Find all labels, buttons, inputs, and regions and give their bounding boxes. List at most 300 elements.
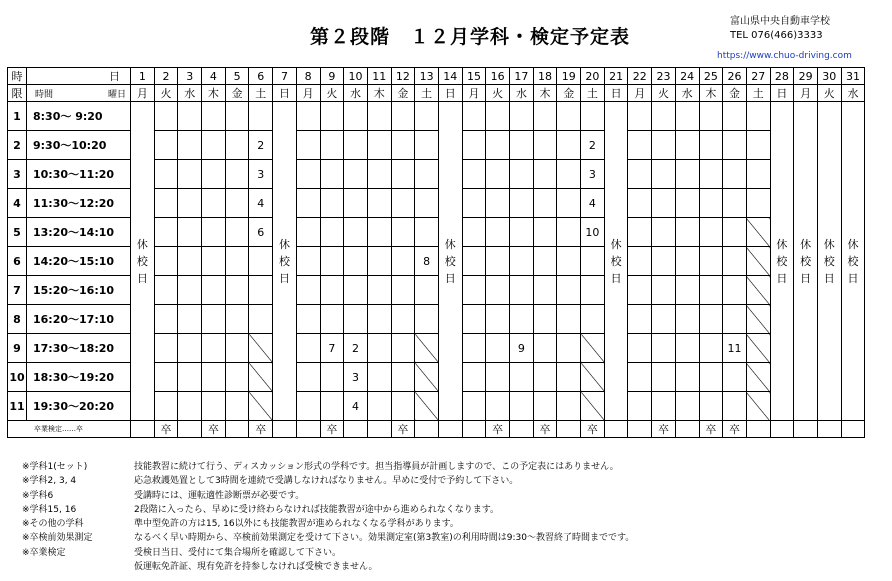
- weekday-label: 火: [486, 85, 510, 102]
- schedule-cell: [391, 363, 415, 392]
- notes-section: [22, 460, 634, 574]
- graduation-cell: [510, 421, 534, 438]
- weekday-label: 月: [462, 85, 486, 102]
- schedule-cell: [178, 392, 202, 421]
- weekday-label: 火: [320, 85, 344, 102]
- note-label: ※学科2, 3, 4: [22, 476, 77, 487]
- day-number: 16: [486, 68, 510, 85]
- schedule-cell: [462, 363, 486, 392]
- schedule-cell: [202, 131, 226, 160]
- schedule-cell: [249, 363, 273, 392]
- day-number: 12: [391, 68, 415, 85]
- period-time: 14:20～15:10: [27, 247, 131, 276]
- schedule-cell: [675, 189, 699, 218]
- schedule-cell: [746, 131, 770, 160]
- schedule-cell: [296, 247, 320, 276]
- schedule-cell: [178, 247, 202, 276]
- schedule-cell: 8: [415, 247, 439, 276]
- closed-day-char: 日: [136, 271, 148, 285]
- weekday-label: 月: [131, 85, 155, 102]
- closed-day-char: 休: [823, 237, 835, 251]
- schedule-cell: [723, 392, 747, 421]
- schedule-cell: [462, 102, 486, 131]
- schedule-cell: 3: [344, 363, 368, 392]
- schedule-cell: [367, 160, 391, 189]
- schedule-cell: [533, 160, 557, 189]
- weekday-label: 木: [367, 85, 391, 102]
- day-number: 30: [817, 68, 841, 85]
- period-number: 8: [8, 305, 27, 334]
- period-number: 2: [8, 131, 27, 160]
- schedule-cell: [178, 276, 202, 305]
- closed-day-char: 休: [278, 237, 290, 251]
- schedule-cell: [557, 218, 581, 247]
- note-text: 受講時には、運転適性診断票が必要です。: [134, 490, 305, 501]
- schedule-cell: [154, 247, 178, 276]
- schedule-cell: [723, 102, 747, 131]
- schedule-cell: [320, 276, 344, 305]
- schedule-cell: [320, 102, 344, 131]
- time-weekday-header: [27, 85, 131, 102]
- weekday-label: 日: [438, 85, 462, 102]
- note-text: 仮運転免許証、現有免許を持参しなければ受検できません。: [134, 562, 378, 573]
- schedule-cell: [202, 247, 226, 276]
- closed-day-char: 日: [278, 271, 290, 285]
- schedule-cell: [557, 305, 581, 334]
- schedule-cell: [296, 131, 320, 160]
- schedule-cell: [462, 247, 486, 276]
- schedule-cell: [510, 247, 534, 276]
- schedule-cell: [581, 363, 605, 392]
- day-number: 2: [154, 68, 178, 85]
- schedule-cell: [746, 276, 770, 305]
- day-number: 13: [415, 68, 439, 85]
- schedule-cell: [746, 218, 770, 247]
- schedule-cell: [486, 334, 510, 363]
- day-number: 24: [675, 68, 699, 85]
- schedule-cell: [746, 160, 770, 189]
- schedule-cell: [675, 131, 699, 160]
- schedule-cell: [415, 218, 439, 247]
- weekday-label: 火: [154, 85, 178, 102]
- schedule-cell: [533, 363, 557, 392]
- schedule-cell: [675, 102, 699, 131]
- schedule-cell: [581, 102, 605, 131]
- graduation-cell: 卒: [249, 421, 273, 438]
- closed-day-char: 校: [823, 254, 835, 268]
- day-number: 28: [770, 68, 794, 85]
- schedule-cell: [320, 218, 344, 247]
- graduation-cell: [841, 421, 865, 438]
- schedule-cell: [723, 247, 747, 276]
- schedule-cell: [391, 276, 415, 305]
- schedule-cell: [652, 102, 676, 131]
- day-number: 18: [533, 68, 557, 85]
- schedule-cell: [533, 131, 557, 160]
- graduation-cell: [131, 421, 155, 438]
- schedule-cell: [415, 334, 439, 363]
- schedule-cell: [391, 334, 415, 363]
- schedule-cell: [652, 363, 676, 392]
- schedule-cell: [510, 276, 534, 305]
- schedule-cell: [675, 305, 699, 334]
- schedule-cell: [723, 218, 747, 247]
- period-time: 18:30～19:20: [27, 363, 131, 392]
- period-time: 11:30～12:20: [27, 189, 131, 218]
- weekday-label: 月: [628, 85, 652, 102]
- weekday-label: 水: [675, 85, 699, 102]
- schedule-cell: [723, 189, 747, 218]
- period-number: 6: [8, 247, 27, 276]
- note-item: [22, 560, 634, 574]
- period-number: 11: [8, 392, 27, 421]
- graduation-cell: [438, 421, 462, 438]
- schedule-cell: [486, 102, 510, 131]
- day-number: 19: [557, 68, 581, 85]
- schedule-cell: 11: [723, 334, 747, 363]
- closed-day-cell: [131, 102, 155, 421]
- schedule-cell: [178, 334, 202, 363]
- graduation-cell: [296, 421, 320, 438]
- schedule-cell: [723, 131, 747, 160]
- schedule-cell: [415, 392, 439, 421]
- schedule-cell: [510, 218, 534, 247]
- note-text: 技能教習に続けて行う、ディスカッション形式の学科です。担当指導員が計画しますので、この予定表にはありません。: [134, 462, 619, 472]
- day-number: 5: [225, 68, 249, 85]
- schedule-cell: [154, 334, 178, 363]
- schedule-cell: [154, 392, 178, 421]
- schedule-cell: [533, 392, 557, 421]
- schedule-cell: [367, 392, 391, 421]
- note-item: [22, 503, 634, 517]
- weekday-label: 水: [178, 85, 202, 102]
- closed-day-cell: [438, 102, 462, 421]
- schedule-cell: [296, 305, 320, 334]
- schedule-cell: [249, 305, 273, 334]
- schedule-cell: [225, 102, 249, 131]
- period-time: 17:30～18:20: [27, 334, 131, 363]
- schedule-cell: [510, 102, 534, 131]
- schedule-cell: [296, 276, 320, 305]
- schedule-cell: [675, 218, 699, 247]
- closed-day-cell: [794, 102, 818, 421]
- day-number: 9: [320, 68, 344, 85]
- schedule-cell: [225, 131, 249, 160]
- weekday-label: 木: [533, 85, 557, 102]
- day-number: 21: [604, 68, 628, 85]
- schedule-cell: [533, 102, 557, 131]
- schedule-cell: [675, 160, 699, 189]
- schedule-cell: [202, 189, 226, 218]
- day-number: 6: [249, 68, 273, 85]
- schedule-cell: [225, 218, 249, 247]
- schedule-cell: [746, 334, 770, 363]
- schedule-cell: [581, 247, 605, 276]
- schedule-cell: [225, 392, 249, 421]
- schedule-cell: [746, 305, 770, 334]
- schedule-table: [7, 67, 865, 438]
- weekday-label: 火: [817, 85, 841, 102]
- schedule-cell: [178, 131, 202, 160]
- day-number: 10: [344, 68, 368, 85]
- schedule-cell: [320, 363, 344, 392]
- day-number: 22: [628, 68, 652, 85]
- graduation-cell: [675, 421, 699, 438]
- schedule-cell: [415, 102, 439, 131]
- closed-day-char: 校: [800, 254, 812, 268]
- graduation-cell: 卒: [391, 421, 415, 438]
- closed-day-cell: [770, 102, 794, 421]
- schedule-cell: [699, 392, 723, 421]
- schedule-cell: [320, 189, 344, 218]
- schedule-cell: [320, 305, 344, 334]
- graduation-cell: 卒: [581, 421, 605, 438]
- schedule-cell: [225, 189, 249, 218]
- schedule-cell: [510, 160, 534, 189]
- note-item: [22, 546, 634, 560]
- schedule-cell: [510, 131, 534, 160]
- schedule-cell: [178, 218, 202, 247]
- schedule-cell: [486, 276, 510, 305]
- schedule-cell: [533, 247, 557, 276]
- note-text: 応急救護処置として3時間を連続で受講しなければなりません。早めに受付で予約して下さい。: [134, 476, 519, 487]
- period-number: 7: [8, 276, 27, 305]
- schedule-cell: [296, 334, 320, 363]
- schedule-cell: [652, 131, 676, 160]
- weekday-label: 水: [344, 85, 368, 102]
- schedule-cell: [154, 131, 178, 160]
- day-number: 4: [202, 68, 226, 85]
- graduation-cell: [273, 421, 297, 438]
- schedule-cell: [154, 305, 178, 334]
- weekday-label: 金: [225, 85, 249, 102]
- schedule-cell: [652, 392, 676, 421]
- schedule-cell: [510, 305, 534, 334]
- period-number: 1: [8, 102, 27, 131]
- schedule-cell: [699, 189, 723, 218]
- schedule-cell: [652, 276, 676, 305]
- schedule-cell: [581, 305, 605, 334]
- schedule-cell: [557, 102, 581, 131]
- schedule-cell: [557, 189, 581, 218]
- day-number: 26: [723, 68, 747, 85]
- note-label: ※学科6: [22, 490, 54, 501]
- weekday-label: 土: [249, 85, 273, 102]
- graduation-cell: 卒: [154, 421, 178, 438]
- closed-day-cell: [841, 102, 865, 421]
- closed-day-char: 日: [444, 271, 456, 285]
- schedule-cell: [296, 102, 320, 131]
- schedule-cell: [746, 247, 770, 276]
- schedule-cell: 3: [249, 160, 273, 189]
- schedule-cell: [249, 247, 273, 276]
- graduation-cell: [415, 421, 439, 438]
- period-time: 8:30～ 9:20: [27, 102, 131, 131]
- schedule-cell: [154, 363, 178, 392]
- day-header-label: 日: [27, 68, 131, 85]
- schedule-cell: [415, 131, 439, 160]
- schedule-cell: [581, 276, 605, 305]
- schedule-cell: [462, 189, 486, 218]
- weekday-label: 日: [273, 85, 297, 102]
- period-number: 3: [8, 160, 27, 189]
- schedule-cell: [249, 276, 273, 305]
- day-number: 7: [273, 68, 297, 85]
- graduation-cell: 卒: [652, 421, 676, 438]
- closed-day-char: 日: [847, 271, 859, 285]
- graduation-cell: 卒: [486, 421, 510, 438]
- schedule-cell: [225, 276, 249, 305]
- day-number: 11: [367, 68, 391, 85]
- closed-day-char: 日: [776, 271, 788, 285]
- weekday-label: 火: [652, 85, 676, 102]
- day-number: 14: [438, 68, 462, 85]
- schedule-cell: [486, 363, 510, 392]
- schedule-cell: [320, 131, 344, 160]
- graduation-cell: [628, 421, 652, 438]
- schedule-cell: [628, 102, 652, 131]
- schedule-cell: [296, 160, 320, 189]
- closed-day-char: 校: [847, 254, 859, 268]
- note-item: [22, 474, 634, 488]
- period-time: 15:20～16:10: [27, 276, 131, 305]
- note-label: ※その他の学科: [22, 519, 84, 530]
- schedule-cell: [367, 102, 391, 131]
- weekday-label: 土: [746, 85, 770, 102]
- day-number: 23: [652, 68, 676, 85]
- schedule-cell: [723, 363, 747, 392]
- schedule-cell: [202, 276, 226, 305]
- schedule-cell: [367, 305, 391, 334]
- graduation-cell: [462, 421, 486, 438]
- schedule-cell: [462, 305, 486, 334]
- closed-day-cell: [817, 102, 841, 421]
- schedule-cell: [249, 102, 273, 131]
- schedule-cell: [486, 305, 510, 334]
- graduation-cell: [367, 421, 391, 438]
- closed-day-char: 日: [610, 271, 622, 285]
- closed-day-char: 休: [136, 237, 148, 251]
- weekday-label: 土: [581, 85, 605, 102]
- schedule-cell: [202, 334, 226, 363]
- schedule-cell: [391, 305, 415, 334]
- schedule-cell: 2: [249, 131, 273, 160]
- schedule-cell: [652, 305, 676, 334]
- note-item: [22, 517, 634, 531]
- day-number: 29: [794, 68, 818, 85]
- schedule-cell: [320, 392, 344, 421]
- schedule-cell: [249, 392, 273, 421]
- closed-day-cell: [273, 102, 297, 421]
- day-number: 15: [462, 68, 486, 85]
- note-label: [22, 560, 134, 574]
- period-number: 9: [8, 334, 27, 363]
- weekday-label: 水: [510, 85, 534, 102]
- schedule-cell: [628, 131, 652, 160]
- schedule-cell: [533, 334, 557, 363]
- schedule-cell: [533, 305, 557, 334]
- schedule-cell: [557, 247, 581, 276]
- graduation-cell: [604, 421, 628, 438]
- weekday-label: 木: [699, 85, 723, 102]
- closed-day-char: 休: [776, 237, 788, 251]
- period-number: 10: [8, 363, 27, 392]
- graduation-cell: 卒: [320, 421, 344, 438]
- page-title: 第２段階 １２月学科・検定予定表: [310, 26, 631, 48]
- schedule-cell: [486, 392, 510, 421]
- schedule-cell: [628, 334, 652, 363]
- schedule-cell: [723, 305, 747, 334]
- closed-day-char: 校: [776, 254, 788, 268]
- schedule-cell: [391, 160, 415, 189]
- schedule-cell: [154, 160, 178, 189]
- weekday-header-label: 曜日: [107, 89, 126, 100]
- website-link[interactable]: https://www.chuo-driving.com: [717, 51, 852, 61]
- note-item: [22, 460, 634, 474]
- schedule-cell: [320, 160, 344, 189]
- schedule-cell: [699, 305, 723, 334]
- note-label: ※卒検前効果測定: [22, 533, 93, 544]
- graduation-cell: [794, 421, 818, 438]
- note-label: ※学科15, 16: [22, 504, 77, 515]
- schedule-cell: [178, 305, 202, 334]
- graduation-row-label: 卒業検定……卒: [8, 421, 131, 438]
- schedule-cell: [367, 247, 391, 276]
- note-text: 受検日当日、受付にて集合場所を確認して下さい。: [134, 547, 342, 558]
- schedule-cell: [344, 276, 368, 305]
- schedule-cell: 10: [581, 218, 605, 247]
- weekday-label: 月: [296, 85, 320, 102]
- schedule-cell: [415, 305, 439, 334]
- schedule-cell: 2: [344, 334, 368, 363]
- schedule-cell: [178, 160, 202, 189]
- note-label: ※卒業検定: [22, 547, 66, 558]
- schedule-cell: [557, 392, 581, 421]
- graduation-cell: 卒: [723, 421, 747, 438]
- schedule-cell: [391, 392, 415, 421]
- closed-day-char: 校: [444, 254, 456, 268]
- schedule-cell: [344, 247, 368, 276]
- schedule-cell: [462, 392, 486, 421]
- schedule-cell: [367, 276, 391, 305]
- schedule-cell: [699, 363, 723, 392]
- schedule-cell: [202, 363, 226, 392]
- closed-day-char: 日: [823, 271, 835, 285]
- schedule-cell: [628, 276, 652, 305]
- day-number: 17: [510, 68, 534, 85]
- period-time: 13:20～14:10: [27, 218, 131, 247]
- schedule-cell: [344, 189, 368, 218]
- schedule-cell: [367, 334, 391, 363]
- schedule-cell: [746, 102, 770, 131]
- closed-day-char: 日: [800, 271, 812, 285]
- weekday-label: 水: [841, 85, 865, 102]
- period-time: 9:30～10:20: [27, 131, 131, 160]
- schedule-cell: [367, 363, 391, 392]
- schedule-cell: [699, 276, 723, 305]
- schedule-cell: [154, 189, 178, 218]
- period-time: 19:30～20:20: [27, 392, 131, 421]
- closed-day-char: 校: [278, 254, 290, 268]
- schedule-cell: [154, 218, 178, 247]
- schedule-cell: [178, 189, 202, 218]
- schedule-cell: [652, 247, 676, 276]
- day-number: 31: [841, 68, 865, 85]
- schedule-cell: [202, 102, 226, 131]
- schedule-cell: 2: [581, 131, 605, 160]
- weekday-label: 木: [202, 85, 226, 102]
- schedule-cell: [462, 160, 486, 189]
